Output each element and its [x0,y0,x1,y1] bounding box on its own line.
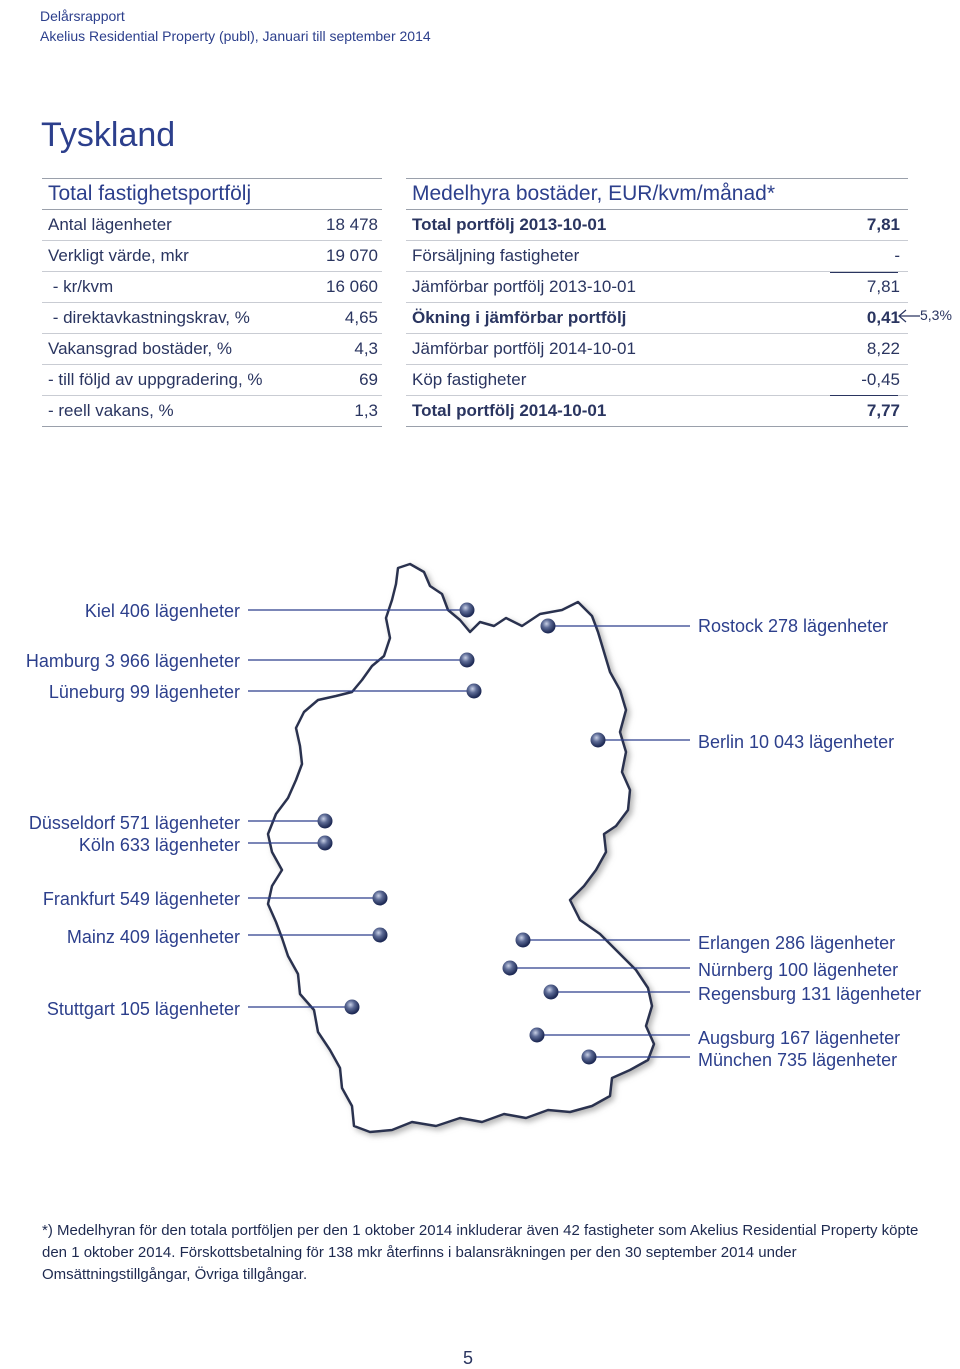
table-row [42,396,382,427]
subtotal-line [830,272,898,273]
city-marker-munchen [582,1050,597,1065]
row-value: 19 070 [326,246,378,265]
city-marker-berlin [591,733,606,748]
table-row [406,365,908,396]
city-label-augsburg: Augsburg 167 lägenheter [698,1028,901,1048]
footnote: *) Medelhyran för den totala portföljen per den 1 oktober 2014 inkluderar även 42 fastigheter som Akelius Residential Property köpte den 1 oktober 2014. Förskottsbetalning för 138 mkr återfinns i balansräkningen per den 30 september 2014 under Omsättningstillgångar, Övriga tillgångar. [42,1222,919,1283]
row-label: - till följd av uppgradering, % [48,370,263,389]
row-label: - direktavkastningskrav, % [48,308,250,327]
table-row [42,303,382,334]
row-label: Jämförbar portfölj 2014-10-01 [412,339,636,358]
table-row [406,241,908,272]
city-label-erlangen: Erlangen 286 lägenheter [698,933,896,953]
city-marker-frankfurt [373,891,388,906]
rent-table-heading: Medelhyra bostäder, EUR/kvm/månad* [406,178,908,210]
city-marker-kiel [460,603,475,618]
table-row [406,210,908,241]
city-label-nurnberg: Nürnberg 100 lägenheter [698,960,899,980]
page-title: Tyskland [41,116,176,154]
row-value: -0,45 [861,370,900,389]
report-subtitle: Akelius Residential Property (publ), Januari till september 2014 [40,28,431,44]
city-marker-nurnberg [503,961,518,976]
arrow-left-icon [896,306,922,326]
row-label: - reell vakans, % [48,401,174,420]
city-label-rostock: Rostock 278 lägenheter [698,616,889,636]
portfolio-table [42,178,382,427]
table-row [42,272,382,303]
city-label-koln: Köln 633 lägenheter [78,835,240,855]
increase-percentage: 5,3% [920,307,952,323]
table-row [406,396,908,427]
city-label-berlin: Berlin 10 043 lägenheter [698,732,895,752]
city-marker-augsburg [530,1028,545,1043]
table-row [406,334,908,365]
city-marker-erlangen [516,933,531,948]
row-label: Ökning i jämförbar portfölj [412,308,627,327]
city-label-regensburg: Regensburg 131 lägenheter [698,984,922,1004]
table-row [42,334,382,365]
city-label-luneburg: Lüneburg 99 lägenheter [48,682,240,702]
city-marker-stuttgart [345,1000,360,1015]
row-value: 7,81 [866,215,900,234]
row-value: 16 060 [326,277,378,296]
row-value: 0,41 [866,308,900,327]
city-marker-koln [318,836,333,851]
subtotal-line [830,395,898,396]
table-row [406,272,908,303]
row-label: Verkligt värde, mkr [48,246,189,265]
row-value: 69 [359,370,378,389]
portfolio-table-heading: Total fastighetsportfölj [42,178,382,210]
row-value: 8,22 [866,339,900,358]
row-label: Försäljning fastigheter [412,246,580,265]
city-label-dusseldorf: Düsseldorf 571 lägenheter [28,813,240,833]
city-marker-rostock [541,619,556,634]
city-label-frankfurt: Frankfurt 549 lägenheter [42,889,240,909]
table-row [42,210,382,241]
row-value: 4,65 [344,308,378,327]
city-label-stuttgart: Stuttgart 105 lägenheter [46,999,240,1019]
city-label-hamburg: Hamburg 3 966 lägenheter [25,651,240,671]
row-value: 7,77 [866,401,900,420]
row-label: - kr/kvm [48,277,114,296]
city-label-mainz: Mainz 409 lägenheter [66,927,240,947]
row-label: Jämförbar portfölj 2013-10-01 [412,277,636,296]
city-marker-dusseldorf [318,814,333,829]
table-row [406,303,908,334]
rent-table [406,178,908,427]
city-marker-mainz [373,928,388,943]
row-value: - [894,246,900,265]
city-label-munchen: München 735 lägenheter [698,1050,898,1070]
germany-map-section [0,540,960,1160]
row-value: 7,81 [866,277,900,296]
row-value: 1,3 [354,401,378,420]
row-label: Köp fastigheter [412,370,527,389]
row-label: Antal lägenheter [48,215,172,234]
row-label: Total portfölj 2013-10-01 [412,215,607,234]
report-header [40,6,431,46]
table-row [42,241,382,272]
city-marker-regensburg [544,985,559,1000]
row-value: 18 478 [326,215,378,234]
row-label: Total portfölj 2014-10-01 [412,401,607,420]
row-value: 4,3 [354,339,378,358]
city-marker-luneburg [467,684,482,699]
table-row [42,365,382,396]
report-type: Delårsrapport [40,8,125,24]
row-label: Vakansgrad bostäder, % [48,339,232,358]
page-number: 5 [463,1348,474,1368]
city-marker-hamburg [460,653,475,668]
city-label-kiel: Kiel 406 lägenheter [84,601,240,621]
